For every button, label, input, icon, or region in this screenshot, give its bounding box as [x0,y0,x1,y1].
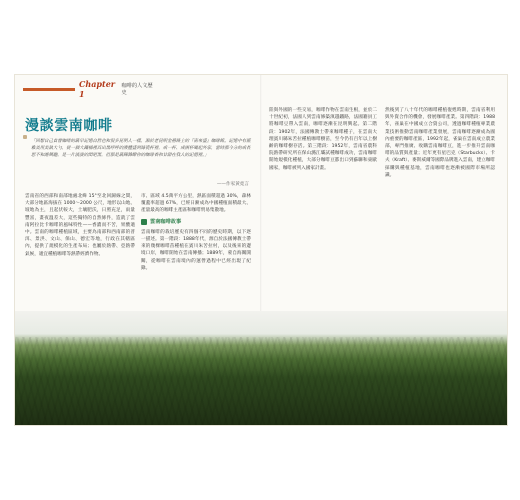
left-column-1 [25,193,135,260]
section-body: 雲南咖啡的栽培歷史有四個不同的歷史時期，以下逐一描述。第一階段：1888年代，源自於法國傳教士帶來的幾棵咖啡苗種植在賓川朱苦拉村，以及後來的邊境口岸，咖啡開始在雲南傳播；1889年，蒙自海關開關，從咖啡在雲南境內的運營過程中已經出現了紀錄。 [141,229,251,271]
left-column-1-text: 雲南省的西部和南部地處北緯 15°至北回歸線之間，大部分地區海拔在 1000～2000 公尺，地形以山地、坡地為主，且起伏較大，土壤肥沃，日照充足，雨量豐富，畫夜溫差大，這些獨特的自然條件，造就了雲南阿拉比卡咖啡的風味特性——香濃而不苦，果酸適中。雲南的咖啡種植區域，主要為南部和西南部的普洱、景洪、文山、保山、德宏等地，行政在其轄區內，提供了規模化的生產布局；也屬於熱帶、亞熱帶氣候，適宜種植咖啡等熱帶經濟作物。 [25,194,135,257]
section-bullet-icon [141,219,147,225]
right-column-2 [385,107,495,181]
quote-attribution: ——作家黃堯言 [216,182,249,187]
right-column-1-text: 陸與外國的一些交易，咖啡作物在雲南生根，並於二十世紀初，法國人到雲南修築滇越鐵路，法國籍員工將咖啡豆帶入雲南，咖啡逐漸在昆明興起。第二階段：1902年，法國傳教士帶來咖啡種子，在雲南大理賓川縣朱苦拉種植咖啡樹苗，至今仍有百年以上樹齡的咖啡樹存活。第三階段：1952年，雲南省農科院熱帶研究所在保山潞江壩試種咖啡成功，雲南咖啡開始規模化種植，大部分咖啡豆都出口到蘇聯和東歐國家，咖啡被列入國家計畫。 [269,108,377,171]
left-column-2 [141,193,251,274]
article-quote: 「回想自己首嘗咖啡的最早記憶自然也和很多昆明人一樣，源於老昆明金碧路上的『南來盛』咖啡館。記憶中有瓶雅美用美執大勺，從一個大鐵桶裡舀出黑呼呼的液體盛到綠瓷杯裡，成一杯、成兩杯喝起外家，當時那今分的成長思不和諧興趣，是一片淡淡的悶吧黑，但那是最陳雜瞭你的咖啡香和甘甜在我人的記憶裡。」 [31,139,251,158]
plantation-foliage-texture [15,337,507,425]
chapter-accent-bar [23,88,75,91]
right-column-2-text: 然後到了八十年代的咖啡種植復甦時期，雲南省利用與外資合作的機會，發展咖啡產業。第四階段：1988年，雀巢在中國成立合資公司，透過咖啡種植專業農業技術推動雲南咖啡產業發展，雲南咖啡逐漸成為國內重要的咖啡產區，1992年起，雀巢在雲南成立農業部，專門推廣、收購雲南咖啡豆，進一步推升雲南咖啡的品質與產量；近年更有星巴克（Starbucks）、卡夫（Kraft）、麥斯威爾等國際品牌進入雲南，建立咖啡採購與種植基地，雲南咖啡也逐漸被國際市場所認識。 [385,108,495,178]
left-column-2-text: 市、區域 4.5萬平方公里，熱區面積超過 30%，森林覆蓋率超過 67%，已經日漸成為中國種植面積最大、產量最高的咖啡主產區和咖啡貿易集散地。 [141,194,251,214]
article-title: 漫談雲南咖啡 [25,118,113,134]
section-heading [141,219,251,226]
chapter-subtitle: 咖啡的人文歷史 [121,83,153,96]
chapter-header [23,79,153,99]
section-title: 雲南咖啡故事 [150,218,182,225]
chapter-label: Chapter 1 [79,79,116,99]
right-column-1 [269,107,377,174]
magazine-spread [14,74,508,426]
quote-icon [23,135,27,139]
